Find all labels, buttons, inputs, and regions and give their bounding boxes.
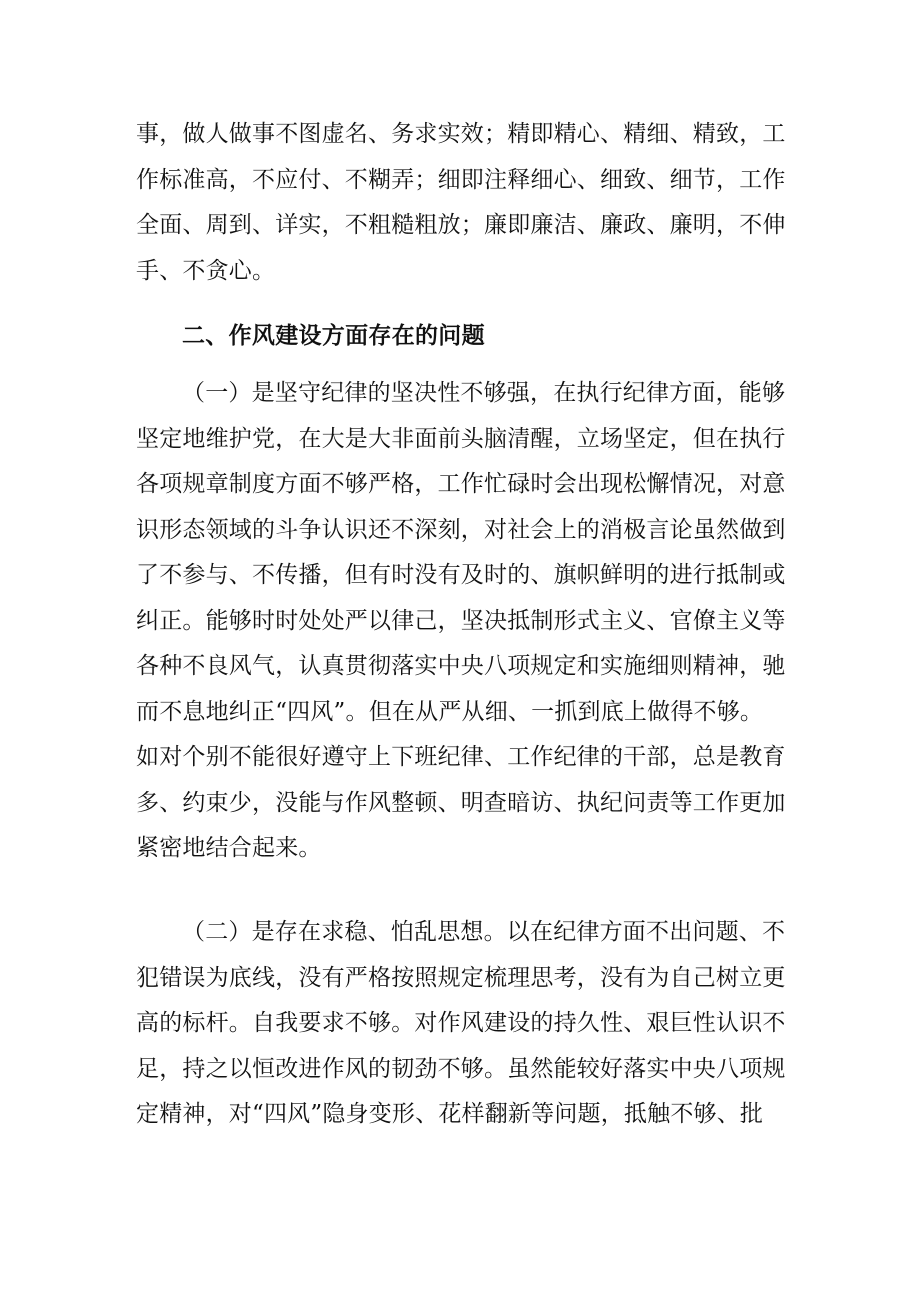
text-line: 紧密地结合起来。 [136,835,322,861]
text-line: 手、不贪心。 [136,257,276,284]
text-line: （一）是坚守纪律的坚决性不够强，在执行纪律方面，能够 [182,380,786,406]
text-line: 如对个别不能很好遵守上下班纪律、工作纪律的干部，总是教育 [136,744,786,770]
text-line: 各项规章制度方面不够严格，工作忙碌时会出现松懈情况，对意 [136,471,786,497]
text-line: （二）是存在求稳、怕乱思想。以在纪律方面不出问题、不 [182,919,786,945]
text-line: 足，持之以恒改进作风的韧劲不够。虽然能较好落实中央八项规 [136,1055,786,1082]
text-line: 了不参与、不传播，但有时没有及时的、旗帜鲜明的进行抵制或 [136,562,786,588]
paragraph-2 [136,371,786,872]
text-line: 多、约束少，没能与作风整顿、明查暗访、执纪问责等工作更加 [136,789,786,816]
text-line: 事，做人做事不图虚名、务求实效；精即精心、精细、精致，工 [136,121,786,147]
section-heading: 二、作风建设方面存在的问题 [182,323,485,349]
text-line: 高的标杆。自我要求不够。对作风建设的持久性、艰巨性认识不 [136,1010,786,1036]
paragraph-1 [136,112,786,294]
text-line: 坚定地维护党，在大是大非面前头脑清醒，立场坚定，但在执行 [136,425,786,452]
text-line: 作标准高，不应付、不糊弄；细即注释细心、细致、细节，工作 [136,166,786,193]
text-line: 全面、周到、详实，不粗糙粗放；廉即廉洁、廉政、廉明，不伸 [136,212,786,238]
section-heading-block [136,314,786,360]
text-line: 而不息地纠正“四风”。但在从严从细、一抓到底上做得不够。 [136,698,764,725]
text-line: 纠正。能够时时处处严以律己，坚决抵制形式主义、官僚主义等 [136,607,786,634]
text-line: 识形态领域的斗争认识还不深刻，对社会上的消极言论虽然做到 [136,516,786,543]
text-line: 犯错误为底线，没有严格按照规定梳理思考，没有为自己树立更 [136,964,786,991]
text-line: 各种不良风气，认真贯彻落实中央八项规定和实施细则精神，驰 [136,653,786,679]
paragraph-3 [136,910,786,1138]
text-line: 定精神，对“四风”隐身变形、花样翻新等问题，抵触不够、批 [136,1101,764,1127]
